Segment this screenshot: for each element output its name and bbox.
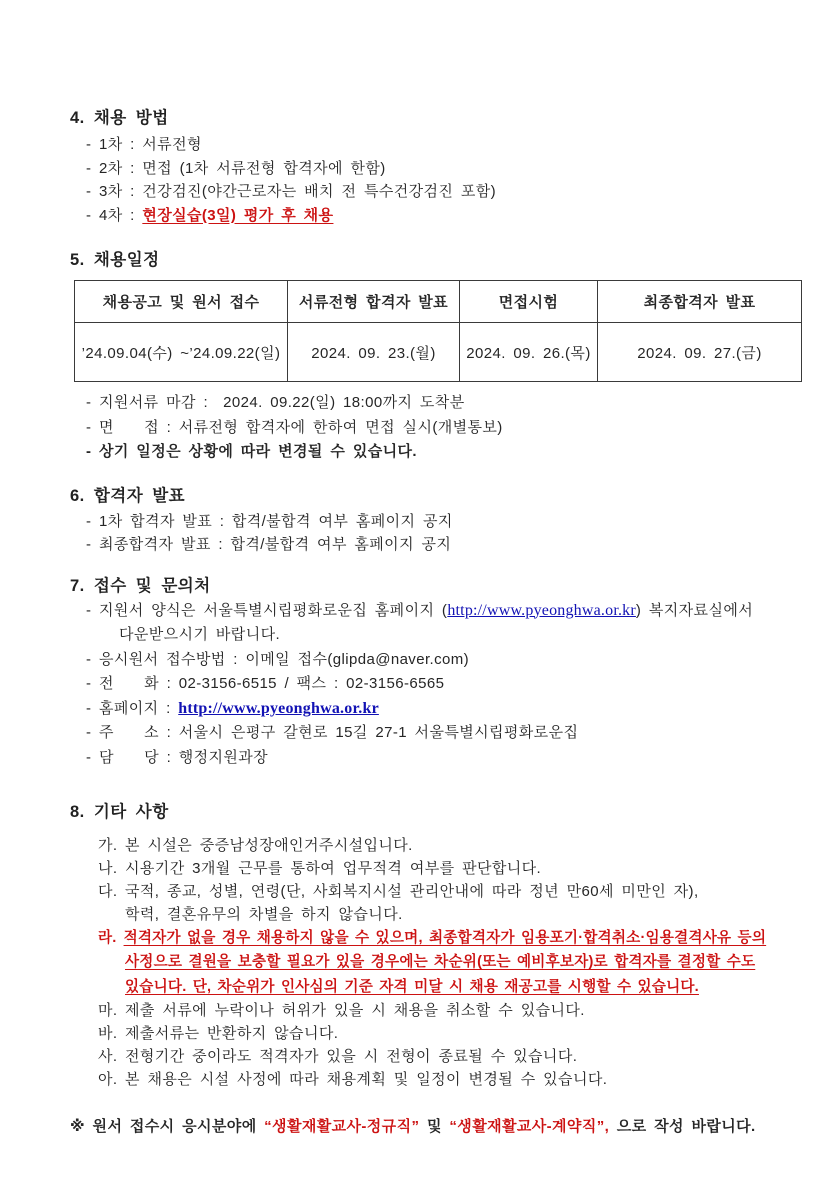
section-recruitment-method [70, 104, 815, 227]
homepage-link[interactable]: http://www.pyeonghwa.or.kr [447, 601, 636, 619]
document-content [70, 104, 815, 1138]
section-8-items [70, 834, 815, 1092]
application-field-note [70, 1115, 815, 1138]
section-4-items [70, 133, 815, 227]
section-7-heading: 7. 접수 및 문의처 [70, 576, 211, 595]
section-6-items [70, 510, 815, 557]
s8-item-ga: 가. 본 시설은 중증남성장애인거주시설입니다. [98, 836, 413, 854]
s7-item-homepage-prefix: - 홈페이지 : [86, 699, 179, 717]
schedule-header-final: 최종합격자 발표 [598, 281, 802, 323]
schedule-cell-interview: 2024. 09. 26.(목) [460, 323, 598, 382]
schedule-note-interview: - 면 접 : 서류전형 합격자에 한하여 면접 실시(개별통보) [86, 418, 503, 436]
s7-item-address: - 주 소 : 서울시 은평구 갈현로 15길 27-1 서울특별시립평화로운집 [86, 724, 579, 742]
s8-item-na: 나. 시용기간 3개월 근무를 통하여 업무적격 여부를 판단합니다. [98, 859, 542, 877]
s8-item-ah: 아. 본 채용은 시설 사정에 따라 채용계획 및 일정이 변경될 수 있습니다. [98, 1071, 608, 1089]
s8-item-ra-text3: 있습니다. 단, 차순위가 인사심의 기준 자격 미달 시 채용 재공고를 시행할 수 있습니다. [125, 978, 699, 995]
section-5-heading: 5. 채용일정 [70, 251, 160, 269]
schedule-header-application: 채용공고 및 원서 접수 [75, 281, 288, 323]
schedule-cell-application: ’24.09.04(수) ~’24.09.22(일) [75, 323, 288, 382]
s8-item-ra-text2: 사정으로 결원을 보충할 필요가 있을 경우에는 차순위(또는 예비후보자)로 합격자를 결정할 수도 [125, 954, 756, 971]
section-pass-announcement [70, 482, 815, 557]
section-recruitment-schedule [70, 246, 815, 465]
footer-mid: 및 [419, 1118, 450, 1136]
s7-item-homepage [86, 697, 815, 722]
s8-item-ra-label: 라. [98, 929, 117, 946]
schedule-table [74, 280, 802, 382]
section-other-matters [70, 798, 815, 1092]
s7-item-form-line2: 다운받으시기 바랍니다. [119, 626, 281, 644]
schedule-cell-final: 2024. 09. 27.(금) [598, 323, 802, 382]
footer-prefix: ※ 원서 접수시 응시분야에 [70, 1118, 265, 1136]
s8-item-da-line2: 학력, 결혼유무의 차별을 하지 않습니다. [125, 905, 403, 923]
s8-item-ba: 바. 제출서류는 반환하지 않습니다. [98, 1025, 339, 1043]
schedule-header-document-pass: 서류전형 합격자 발표 [288, 281, 460, 323]
schedule-data-row [75, 323, 802, 382]
s4-item-2: - 2차 : 면접 (1차 서류전형 합격자에 한함) [86, 159, 386, 177]
s4-item-4 [86, 204, 815, 228]
s4-item-4-prefix: - 4차 : [86, 206, 143, 224]
s7-item-phone-fax: - 전 화 : 02-3156-6515 / 팩스 : 02-3156-6565 [86, 675, 445, 693]
s4-item-1: - 1차 : 서류전형 [86, 136, 202, 153]
schedule-notes [70, 391, 815, 465]
s4-item-3: - 3차 : 건강검진(야간근로자는 배치 전 특수건강검진 포함) [86, 183, 497, 200]
section-4-heading: 4. 채용 방법 [70, 109, 169, 127]
homepage-link-2[interactable]: http://www.pyeonghwa.or.kr [178, 699, 379, 717]
s8-item-da-line1: 다. 국적, 종교, 성별, 연령(단, 사회복지시설 관리안내에 따라 정년 만60세 미만인 자), [98, 882, 699, 900]
s7-item-form [86, 599, 815, 624]
section-8-heading: 8. 기타 사항 [70, 802, 169, 821]
s8-item-ra-line2 [98, 950, 815, 975]
s7-item-form-prefix: - 지원서 양식은 서울특별시립평화로운집 홈페이지 ( [86, 601, 448, 619]
schedule-header-interview: 면접시험 [460, 281, 598, 323]
s8-item-ra-text1: 적격자가 없을 경우 채용하지 않을 수 있으며, 최종합격자가 임용포기·합격취소·임용결격사유 등의 [123, 929, 767, 946]
footer-field-regular: “생활재활교사-정규직” [264, 1118, 420, 1136]
schedule-note-change: - 상기 일정은 상황에 따라 변경될 수 있습니다. [86, 443, 417, 460]
schedule-header-row [75, 281, 802, 323]
s8-item-ra-line1 [98, 926, 815, 951]
section-7-items [70, 599, 815, 771]
footer-field-contract: “생활재활교사-계약직”, [449, 1118, 610, 1136]
s6-item-1: - 1차 합격자 발표 : 합격/불합격 여부 홈페이지 공지 [86, 512, 453, 530]
s8-item-sa: 사. 전형기간 중이라도 적격자가 있을 시 전형이 종료될 수 있습니다. [98, 1048, 578, 1066]
section-6-heading: 6. 합격자 발표 [70, 486, 186, 505]
s7-item-form-suffix: ) 복지자료실에서 [635, 601, 754, 619]
s8-item-ra-line3 [98, 975, 815, 1000]
s7-item-manager: - 담 당 : 행정지원과장 [86, 749, 269, 767]
s4-item-4-highlight: 현장실습(3일) 평가 후 채용 [142, 206, 334, 224]
schedule-cell-document-pass: 2024. 09. 23.(월) [288, 323, 460, 382]
s7-item-email: - 응시원서 접수방법 : 이메일 접수(glipda@naver.com) [86, 650, 470, 668]
schedule-note-deadline: - 지원서류 마감 : 2024. 09.22(일) 18:00까지 도착분 [86, 394, 465, 411]
s6-item-2: - 최종합격자 발표 : 합격/불합격 여부 홈페이지 공지 [86, 536, 452, 553]
s8-item-ma: 마. 제출 서류에 누락이나 허위가 있을 시 채용을 취소할 수 있습니다. [98, 1002, 585, 1020]
section-contact [70, 572, 815, 771]
footer-suffix: 으로 작성 바랍니다. [609, 1118, 756, 1136]
